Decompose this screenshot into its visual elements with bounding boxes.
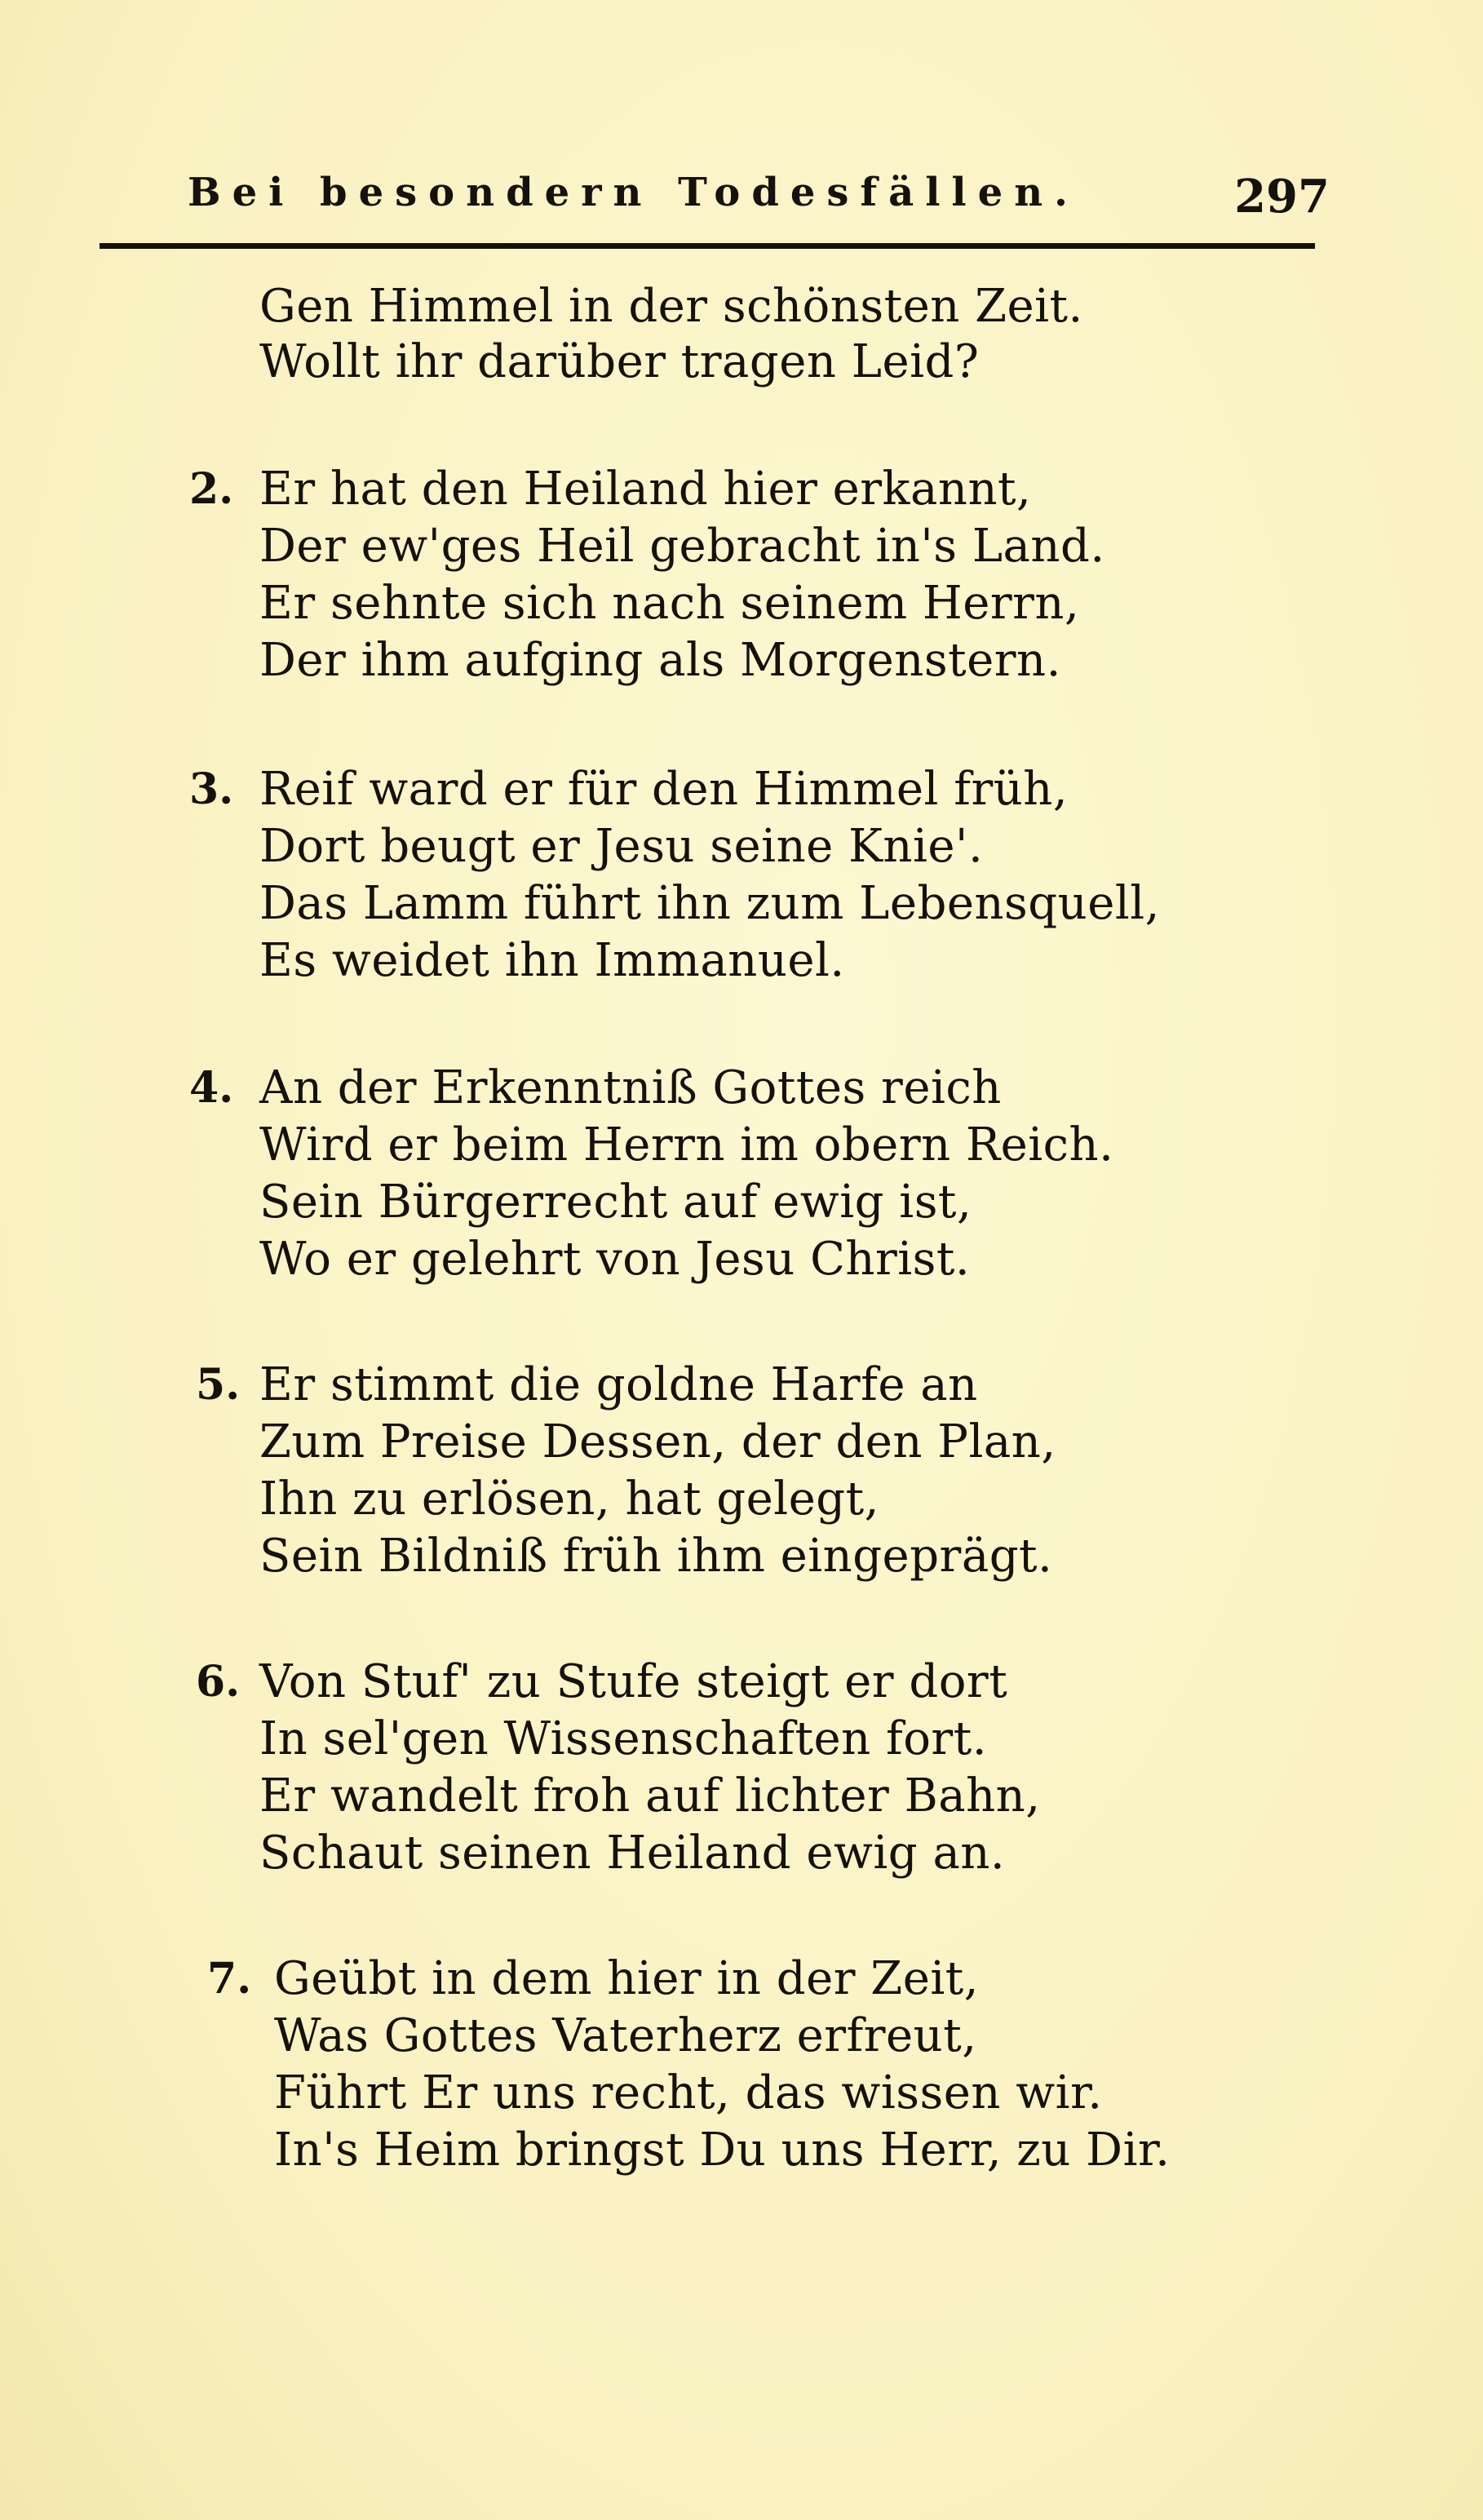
verse-line: Was Gottes Vaterherz erfreut, [274,2009,977,2062]
stanza-number: 7. [207,1954,252,2004]
verse-line: Er hat den Heiland hier erkannt, [259,463,1032,516]
verse-line: Sein Bildniß früh ihm eingeprägt. [259,1530,1053,1583]
verse-line: Reif ward er für den Himmel früh, [259,763,1069,816]
stanza-number: 3. [189,764,234,814]
verse-line: In's Heim bringst Du uns Herr, zu Dir. [274,2124,1171,2177]
verse-line: Schaut seinen Heiland ewig an. [259,1827,1006,1880]
stanza-number: 6. [196,1657,241,1707]
verse-line: An der Erkenntniß Gottes reich [259,1061,1002,1114]
verse-line: Er sehnte sich nach seinem Herrn, [259,577,1080,630]
stanza-number: 2. [189,464,234,514]
verse-line: Er wandelt froh auf lichter Bahn, [259,1769,1041,1822]
verse-line: Er stimmt die goldne Harfe an [259,1358,978,1411]
verse-line: Wird er beim Herrn im obern Reich. [259,1118,1114,1171]
verse-line: Dort beugt er Jesu seine Knie'. [259,820,984,873]
verse-line: In sel'gen Wissenschaften fort. [259,1712,988,1765]
stanza-number: 4. [189,1063,234,1113]
verse-line: Es weidet ihn Immanuel. [259,934,845,987]
verse-line: Ihn zu erlösen, hat gelegt, [259,1473,879,1526]
verse-line: Der ew'ges Heil gebracht in's Land. [259,520,1105,573]
running-title: Bei besondern Todesfällen. [188,170,1079,215]
verse-line: Geübt in dem hier in der Zeit, [274,1952,980,2005]
stanza-number: 5. [196,1360,241,1410]
verse-line: Das Lamm führt ihn zum Lebensquell, [259,877,1160,930]
verse-line: Der ihm aufging als Morgenstern. [259,634,1061,687]
verse-line: Führt Er uns recht, das wissen wir. [274,2066,1103,2119]
verse-line: Wollt ihr darüber tragen Leid? [259,335,980,388]
page-number: 297 [1234,170,1330,224]
verse-line: Sein Bürgerrecht auf ewig ist, [259,1176,972,1229]
verse-line: Zum Preise Dessen, der den Plan, [259,1415,1056,1468]
header-rule [100,243,1315,249]
verse-line: Von Stuf' zu Stufe steigt er dort [259,1655,1008,1708]
verse-line: Gen Himmel in der schönsten Zeit. [259,280,1083,333]
verse-line: Wo er gelehrt von Jesu Christ. [259,1233,971,1286]
